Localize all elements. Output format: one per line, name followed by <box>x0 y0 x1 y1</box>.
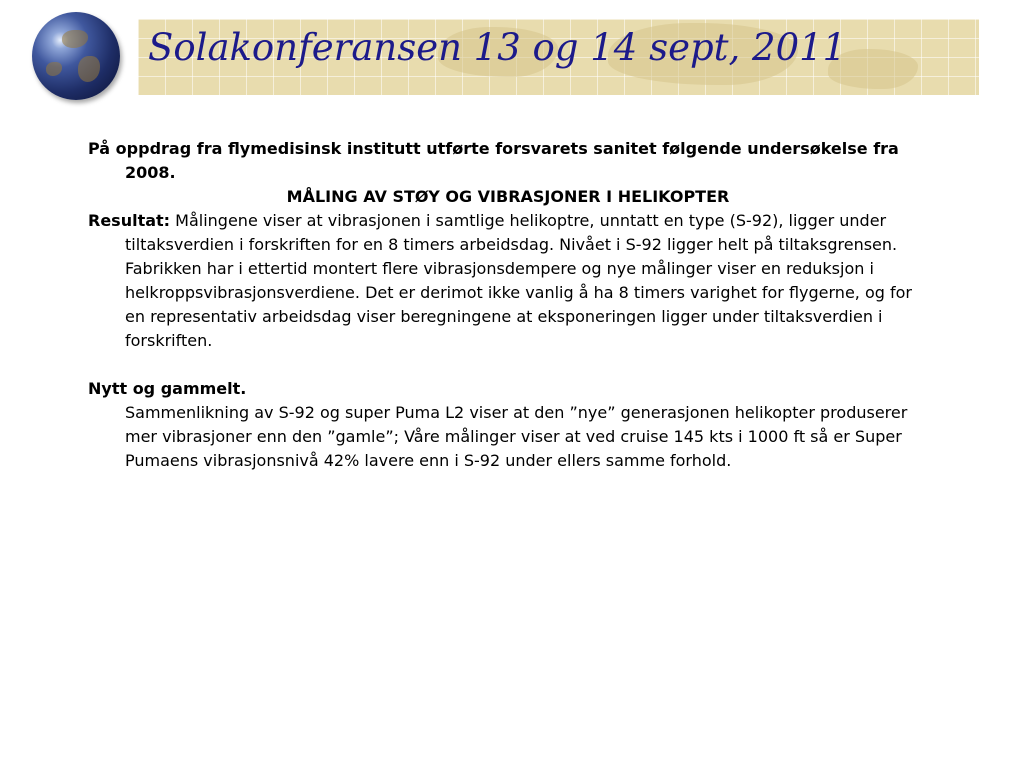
result-paragraph <box>88 209 928 353</box>
section-heading: Nytt og gammelt. <box>88 379 247 398</box>
globe-landmass <box>62 30 88 48</box>
result-label: Resultat: <box>88 211 171 230</box>
globe-landmass <box>78 56 100 82</box>
result-text: Målingene viser at vibrasjonen i samtlige helikoptre, unntatt en type (S-92), ligger under tiltaksverdien i forskriften for en 8 timers arbeidsdag. Nivået i S-92 ligger helt på tiltaksgrensen. Fabrikken har i ettertid montert flere vibrasjonsdempere og nye målinger viser en reduksjon i helkroppsvibrasjonsverdiene. Det er derimot ikke vanlig å ha 8 timers varighet for flygerne, og for en representativ arbeidsdag viser beregningene at eksponeringen ligger under tiltaksverdien i forskriften. <box>125 211 912 350</box>
slide-title: Solakonferansen 13 og 14 sept, 2011 <box>148 26 847 69</box>
slide-body <box>88 137 928 473</box>
intro-paragraph: På oppdrag fra flymedisinsk institutt utførte forsvarets sanitet følgende undersøkelse fra 2008. <box>88 139 899 182</box>
measurement-heading: MÅLING AV STØY OG VIBRASJONER I HELIKOPTER <box>286 187 730 206</box>
globe-landmass <box>46 62 62 76</box>
comparison-paragraph: Sammenlikning av S-92 og super Puma L2 viser at den ”nye” generasjonen helikopter produserer mer vibrasjoner enn den ”gamle”; Våre målinger viser at ved cruise 145 kts i 1000 ft så er Super Pumaens vibrasjonsnivå 42% lavere enn i S-92 under ellers samme forhold. <box>125 403 908 470</box>
spacer <box>88 353 928 377</box>
globe-icon <box>32 12 120 100</box>
